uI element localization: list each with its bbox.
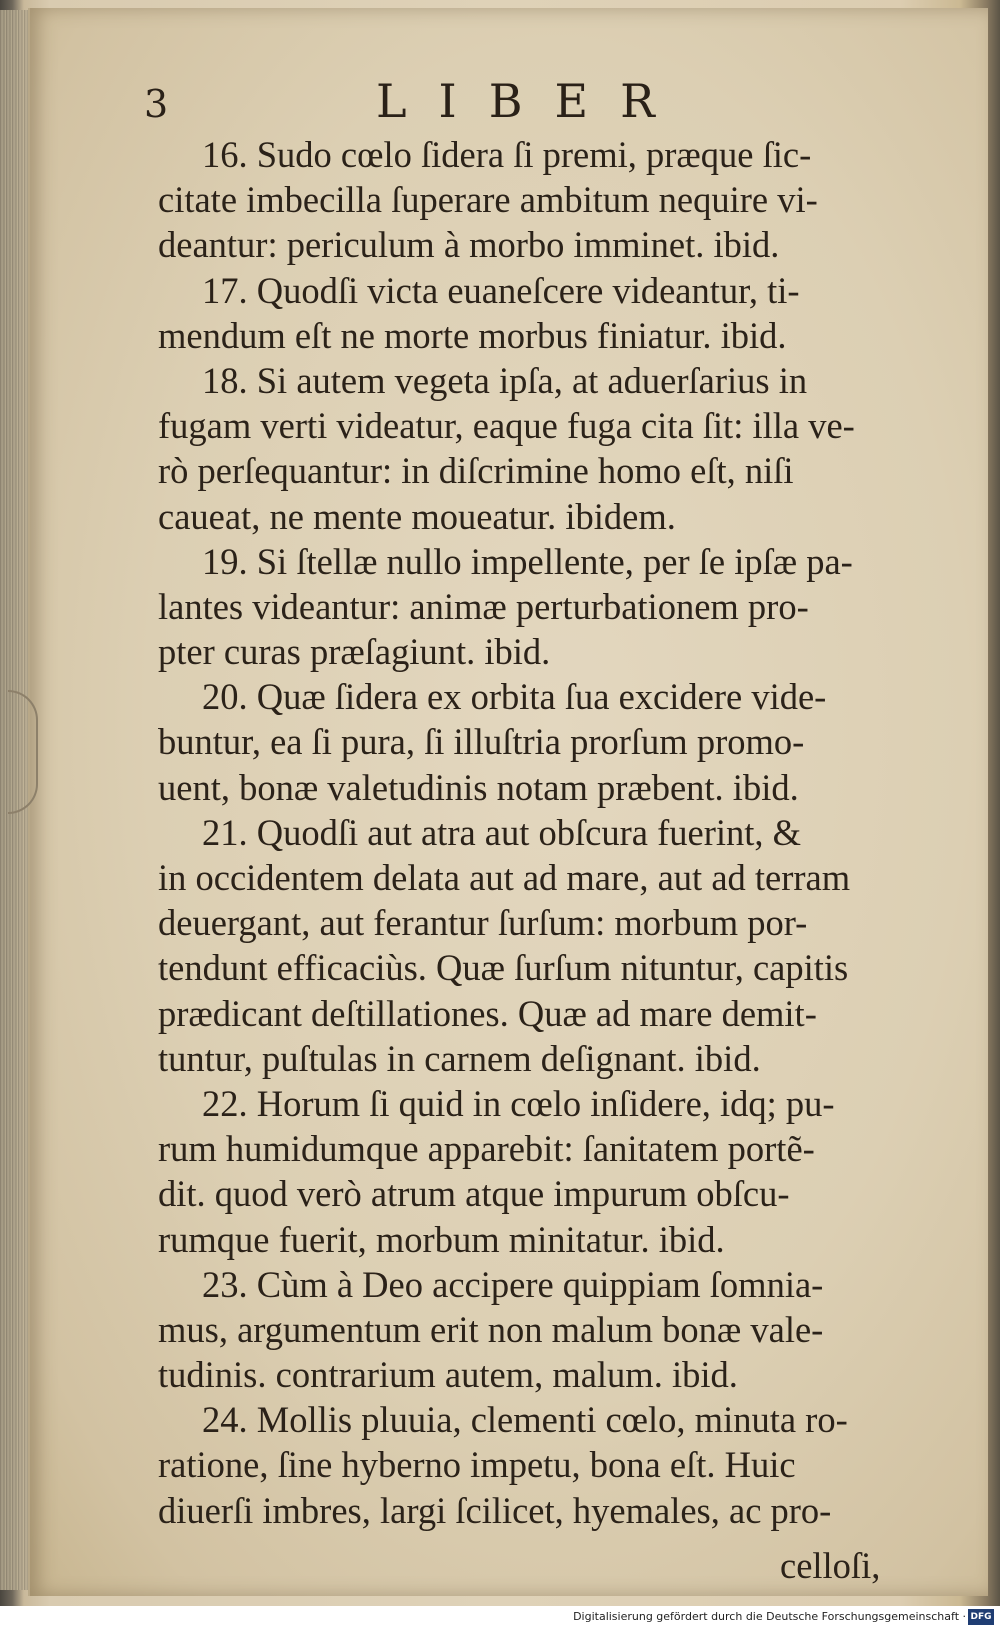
text-line: tudinis. contrarium autem, malum. ibid. bbox=[158, 1354, 738, 1396]
running-title: LIBER bbox=[376, 74, 687, 128]
text-line: rumque fuerit, morbum minitatur. ibid. bbox=[158, 1218, 725, 1260]
text-line: caueat, ne mente moueatur. ibidem. bbox=[158, 495, 676, 537]
text-line: 18. Si autem vegeta ipſa, at aduerſarius in bbox=[202, 359, 808, 401]
text-line: citate imbecilla ſuperare ambitum nequire vi- bbox=[158, 179, 818, 221]
text-line: dit. quod verò atrum atque impurum obſcu- bbox=[158, 1173, 790, 1215]
text-line: 19. Si ſtellæ nullo impellente, per ſe ipſæ pa- bbox=[202, 540, 853, 582]
page-number: 3 bbox=[144, 82, 169, 126]
text-line: fugam verti videatur, eaque fuga cita ſit: illa ve- bbox=[158, 405, 855, 447]
digitization-credit: Digitalisierung gefördert durch die Deutsche Forschungsgemeinschaft · bbox=[573, 1610, 966, 1623]
text-line: rò perſequantur: in diſcrimine homo eſt, niſi bbox=[158, 450, 794, 492]
footer-bar bbox=[0, 1606, 1000, 1630]
text-line: deantur: periculum à morbo imminet. ibid. bbox=[158, 224, 780, 266]
text-line: deuergant, aut ferantur ſurſum: morbum por- bbox=[158, 902, 808, 944]
text-line: buntur, ea ſi pura, ſi illuſtria prorſum promo- bbox=[158, 721, 805, 763]
text-line: ratione, ſine hyberno impetu, bona eſt. Huic bbox=[158, 1444, 796, 1486]
page-tab-mark bbox=[8, 690, 38, 814]
text-line: prædicant deſtillationes. Quæ ad mare demit- bbox=[158, 992, 817, 1034]
text-line: tuntur, puſtulas in carnem deſignant. ibid. bbox=[158, 1037, 761, 1079]
text-line: 21. Quodſi aut atra aut obſcura fuerint, & bbox=[202, 811, 802, 853]
text-line: tendunt efficaciùs. Quæ ſurſum nituntur, capitis bbox=[158, 947, 849, 989]
text-line: 22. Horum ſi quid in cœlo inſidere, idq; pu- bbox=[202, 1082, 835, 1124]
text-line: uent, bonæ valetudinis notam præbent. ibid. bbox=[158, 766, 799, 808]
text-line: mendum eſt ne morte morbus finiatur. ibid. bbox=[158, 314, 787, 356]
text-line: lantes videantur: animæ perturbationem pro- bbox=[158, 585, 809, 627]
text-line: 20. Quæ ſidera ex orbita ſua excidere vide- bbox=[202, 676, 827, 718]
catchword: celloſi, bbox=[780, 1545, 881, 1586]
text-line: mus, argumentum erit non malum bonæ vale- bbox=[158, 1308, 824, 1350]
text-line: 23. Cùm à Deo accipere quippiam ſomnia- bbox=[202, 1263, 824, 1305]
text-line: 16. Sudo cœlo ſidera ſi premi, præque ſic- bbox=[202, 134, 812, 175]
dfg-logo-icon: DFG bbox=[968, 1609, 994, 1625]
text-line: pter curas præſagiunt. ibid. bbox=[158, 631, 551, 673]
text-line: in occidentem delata aut ad mare, aut ad terram bbox=[158, 857, 851, 898]
text-block bbox=[158, 132, 868, 1533]
text-line: 17. Quodſi victa euaneſcere videantur, ti- bbox=[202, 269, 800, 311]
text-line: diuerſi imbres, largi ſcilicet, hyemales, ac pro- bbox=[158, 1489, 832, 1531]
page-header bbox=[0, 74, 1000, 134]
text-line: rum humidumque apparebit: ſanitatem portẽ- bbox=[158, 1128, 815, 1170]
text-line: 24. Mollis pluuia, clementi cœlo, minuta ro- bbox=[202, 1399, 848, 1441]
